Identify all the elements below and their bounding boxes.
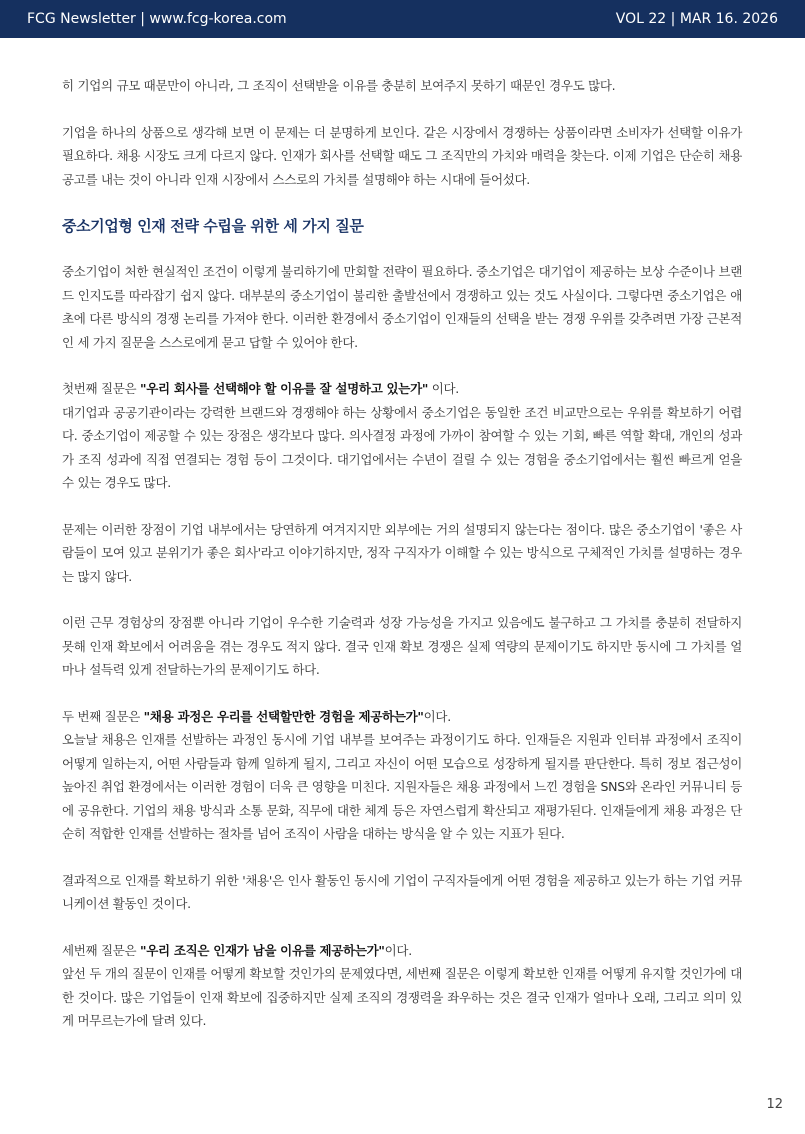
question-2 — [62, 705, 742, 729]
section-heading: 중소기업형 인재 전략 수립을 위한 세 가지 질문 — [62, 217, 364, 235]
paragraph: 기업을 하나의 상품으로 생각해 보면 이 문제는 더 분명하게 보인다. 같은 시장에서 경쟁하는 상품이라면 소비자가 선택할 이유가 필요하다. 채용 시장도 크게 다르지 않다. 인재가 회사를 선택할 때도 그 조직만의 가치와 매력을 찾는다. 이제 기업은 단순히 채용 공고를 내는 것이 아니라 인재 시장에서 스스로의 가치를 설명해야 하는 시대에 들어섰다. — [62, 124, 742, 187]
question-suffix: 이다. — [384, 942, 412, 958]
paragraph: 히 기업의 규모 때문만이 아니라, 그 조직이 선택받을 이유를 충분히 보여주지 못하기 때문인 경우도 많다. — [62, 78, 616, 93]
article-body — [62, 74, 742, 1056]
paragraph: 중소기업이 처한 현실적인 조건이 이렇게 불리하기에 만회할 전략이 필요하다. 중소기업은 대기업이 제공하는 보상 수준이나 브랜드 인지도를 따라잡기 쉽지 않다. 대부분의 중소기업이 불리한 출발선에서 경쟁하고 있는 것도 사실이다. 그렇다면 중소기업은 애초에 다른 방식의 경쟁 논리를 가져야 한다. 이러한 환경에서 중소기업이 인재들의 선택을 받는 경쟁 우위를 갖추려면 가장 근본적인 세 가지 질문을 스스로에게 묻고 답할 수 있어야 한다. — [62, 264, 742, 350]
header-site: FCG Newsletter | www.fcg-korea.com — [27, 11, 287, 27]
question-title: "채용 과정은 우리를 선택할만한 경험을 제공하는가" — [143, 708, 424, 724]
paragraph: 오늘날 채용은 인재를 선발하는 과정인 동시에 기업 내부를 보여주는 과정이기도 하다. 인재들은 지원과 인터뷰 과정에서 조직이 어떻게 일하는지, 어떤 사람들과 함께 일하게 될지, 그리고 자신이 어떤 모습으로 성장하게 될지를 판단한다. 특히 정보 접근성이 높아진 취업 환경에서는 이러한 경험이 더욱 큰 영향을 미친다. 지원자들은 채용 과정에서 느낀 경험을 SNS와 온라인 커뮤니티 등에 공유한다. 기업의 채용 방식과 소통 문화, 직무에 대한 체계 등은 자연스럽게 확산되고 재평가된다. 인재들에게 채용 과정은 단순히 적합한 인재를 선발하는 절차를 넘어 조직이 사람을 대하는 방식을 알 수 있는 지표가 된다. — [62, 732, 742, 841]
paragraph: 이런 근무 경험상의 장점뿐 아니라 기업이 우수한 기술력과 성장 가능성을 가지고 있음에도 불구하고 그 가치를 충분히 전달하지 못해 인재 확보에서 어려움을 겪는 경우도 적지 않다. 결국 인재 확보 경쟁은 실제 역량의 문제이기도 하지만 동시에 그 가치를 얼마나 설득력 있게 전달하는가의 문제이기도 하다. — [62, 615, 742, 677]
question-title: "우리 회사를 선택해야 할 이유를 잘 설명하고 있는가" — [140, 381, 429, 396]
paragraph: 대기업과 공공기관이라는 강력한 브랜드와 경쟁해야 하는 상황에서 중소기업은 동일한 조건 비교만으로는 우위를 확보하기 어렵다. 중소기업이 제공할 수 있는 장점은 생각보다 많다. 의사결정 과정에 가까이 참여할 수 있는 기회, 빠른 역할 확대, 개인의 성과가 조직 성과에 직접 연결되는 경험 등이 그것이다. 대기업에서는 수년이 걸릴 수 있는 경험을 중소기업에서는 훨씬 빠르게 얻을 수 있는 경우도 많다. — [62, 404, 742, 490]
page-number: 12 — [766, 1097, 783, 1112]
newsletter-header — [0, 0, 805, 38]
question-prefix: 두 번째 질문은 — [62, 708, 144, 724]
question-suffix: 이다. — [423, 708, 451, 724]
paragraph: 문제는 이러한 장점이 기업 내부에서는 당연하게 여겨지지만 외부에는 거의 설명되지 않는다는 점이다. 많은 중소기업이 '좋은 사람들이 모여 있고 분위기가 좋은 회사'라고 이야기하지만, 정작 구직자가 이해할 수 있는 방식으로 구체적인 가치를 설명하는 경우는 많지 않다. — [62, 521, 742, 584]
paragraph: 앞선 두 개의 질문이 인재를 어떻게 확보할 것인가의 문제였다면, 세번째 질문은 이렇게 확보한 인재를 어떻게 유지할 것인가에 대한 것이다. 많은 기업들이 인재 확보에 집중하지만 실제 조직의 경쟁력을 좌우하는 것은 결국 인재가 얼마나 오래, 그리고 의미 있게 머무르는가에 달려 있다. — [62, 966, 742, 1028]
question-suffix: 이다. — [428, 381, 459, 396]
question-3 — [62, 939, 742, 963]
question-prefix: 첫번째 질문은 — [62, 381, 140, 396]
question-1 — [62, 377, 742, 401]
paragraph: 결과적으로 인재를 확보하기 위한 '채용'은 인사 활동인 동시에 기업이 구직자들에게 어떤 경험을 제공하고 있는가 하는 기업 커뮤니케이션 활동인 것이다. — [62, 872, 742, 911]
question-prefix: 세번째 질문은 — [62, 942, 140, 958]
header-issue: VOL 22 | MAR 16. 2026 — [615, 11, 778, 27]
question-title: "우리 조직은 인재가 남을 이유를 제공하는가" — [140, 942, 385, 958]
